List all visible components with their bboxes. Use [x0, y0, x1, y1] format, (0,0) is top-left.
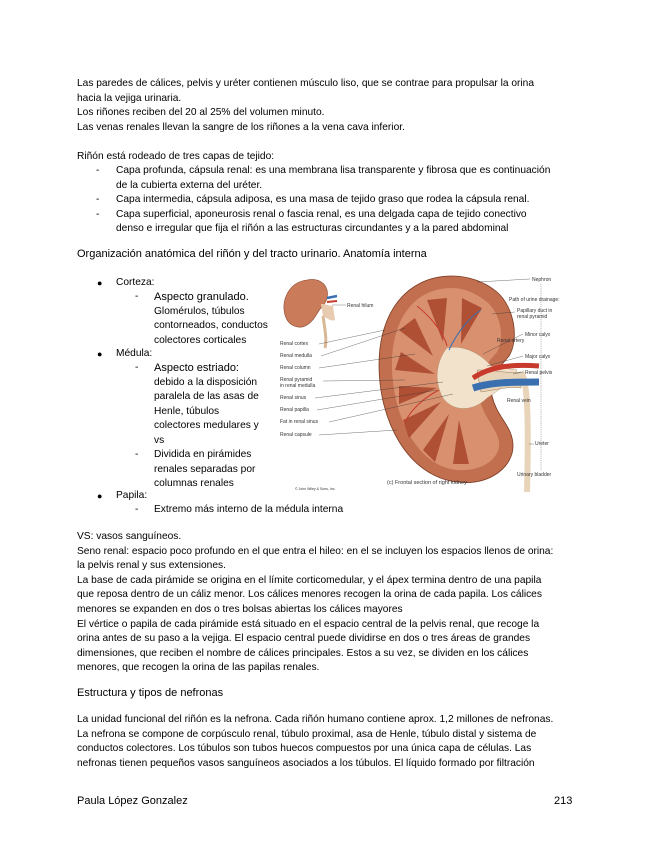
text-line: contorneados, conductos	[154, 320, 268, 332]
text-line: vs	[154, 434, 165, 446]
text-line: nefronas tienen pequeños vasos sanguíneos asociados a los túbulos. El líquido formado por filtración	[77, 757, 535, 769]
text-line: El vértice o papila de cada pirámide está situado en el espacio central de la pelvis renal, que recoge la	[77, 618, 540, 630]
leader-line	[319, 330, 385, 344]
text-line: Aspecto estriado:	[154, 362, 239, 374]
text-line: La unidad funcional del riñón es la nefrona. Cada riñón humano contiene aprox. 1,2 millones de nefronas.	[77, 714, 554, 725]
corteza-label: Corteza:	[116, 277, 155, 288]
figure-label: Path of urine drainage:	[509, 297, 560, 303]
leader-line	[477, 279, 530, 282]
capas-list	[96, 164, 582, 237]
figure-label: renal pyramid	[517, 314, 548, 320]
figure-caption: (c) Frontal section of right kidney	[387, 480, 467, 486]
small-kidney	[284, 279, 328, 327]
text-line: Las paredes de cálices, pelvis y uréter contienen músculo liso, que se contrae para propulsar la orina	[77, 78, 534, 89]
capas-intro	[77, 150, 582, 165]
figure-label: Renal pelvis	[525, 370, 553, 376]
figure-label: Renal capsule	[280, 432, 312, 438]
intro-paragraph	[77, 77, 582, 135]
left-labels	[280, 341, 319, 438]
dash-bullet: -	[96, 194, 100, 206]
figure-label: Papillary duct in	[517, 308, 553, 314]
dash-bullet: -	[135, 449, 139, 460]
seno-renal-paragraph	[77, 530, 582, 676]
footer-author: Paula López Gonzalez	[77, 795, 188, 807]
figure-label: Minor calyx	[525, 332, 551, 338]
figure-label: Renal sinus	[280, 395, 307, 401]
text-line: la pelvis renal y sus extensiones.	[77, 560, 226, 572]
text-line: VS: vasos sanguíneos.	[77, 531, 182, 542]
section-heading: Organización anatómica del riñón y del tracto urinario. Anatomía interna	[77, 248, 427, 260]
figure-label: Ureter	[535, 441, 549, 447]
text-line: renales separadas por	[154, 463, 256, 475]
list-item	[96, 164, 582, 193]
dash-bullet: -	[135, 504, 139, 515]
figure-label: Major calyx	[525, 354, 551, 360]
text-line: orina antes de su paso a la vejiga. El espacio central puede dividirse en dos o tres áreas de grandes	[77, 633, 531, 645]
text-line: denso e irregular que fija el riñón a las estructuras circundantes y a la pared abdominal	[116, 223, 509, 235]
text-line: Riñón está rodeado de tres capas de tejido:	[77, 151, 275, 162]
text-line: dimensiones, que reciben el nombre de cálices principales. Estos a su vez, se dividen en los cálices	[77, 647, 529, 659]
text-line: La base de cada pirámide se origina en el límite corticomedular, y el ápex termina dentro de una papila	[77, 574, 542, 586]
small-artery	[327, 301, 337, 302]
text-line: Dividida en pirámides	[154, 449, 252, 460]
figure-label: Renal pyramid	[280, 377, 313, 383]
dash-bullet: -	[96, 165, 100, 176]
medula-desc-1	[154, 361, 269, 449]
section-heading: Estructura y tipos de nefronas	[77, 687, 224, 699]
papila-desc: Extremo más interno de la médula interna	[154, 504, 344, 515]
figure-label: Nephron	[532, 277, 552, 283]
text-line: hacia la vejiga urinaria.	[77, 92, 182, 104]
list-item	[96, 208, 582, 237]
text-line: Aspecto granulado.	[154, 291, 249, 303]
figure-label: Renal artery	[497, 338, 525, 344]
text-line: Capa profunda, cápsula renal: es una membrana lisa transparente y fibrosa que es continuación	[116, 165, 551, 176]
figure-label: Fat in renal sinus	[280, 419, 319, 425]
figure-label: Urinary bladder	[517, 472, 552, 478]
text-line: Capa superficial, aponeurosis renal o fascia renal, es una delgada capa de tejido conectivo	[116, 208, 527, 220]
bullet-icon: ●	[97, 491, 103, 501]
text-line: Henle, túbulos	[154, 405, 220, 417]
dash-bullet: -	[135, 362, 139, 373]
bullet-icon: ●	[97, 349, 103, 359]
text-line: Seno renal: espacio poco profundo en el que entra el hileo: en el se incluyen los espacios llenos de orina:	[77, 545, 554, 557]
figure-label: Renal medulla	[280, 353, 312, 359]
corteza-desc	[154, 290, 269, 348]
figure-label: Renal vein	[507, 398, 531, 404]
text-line: Glomérulos, túbulos	[154, 305, 245, 317]
text-line: columnas renales	[154, 478, 234, 490]
nefrona-paragraph	[77, 713, 582, 771]
text-line: Las venas renales llevan la sangre de los riñones a la vena cava inferior.	[77, 121, 405, 133]
dash-bullet: -	[96, 208, 100, 220]
text-line: debido a la disposición	[154, 376, 258, 388]
dash-bullet: -	[135, 291, 139, 302]
text-line: menores se expanden en dos o tres bolsas abiertas los cálices mayores	[77, 603, 403, 615]
text-line: conductos colectores. Los túbulos son tubos huecos compuestos por una única capa de células. Las	[77, 743, 532, 755]
medula-label: Médula:	[116, 348, 153, 359]
text-line: colectores medulares y	[154, 420, 259, 432]
figure-label: Renal column	[280, 365, 311, 371]
figure-label: in renal medulla	[280, 383, 316, 389]
figure-credit: © John Wiley & Sons, Inc.	[295, 487, 336, 491]
leader-line	[319, 430, 397, 435]
kidney-figure	[277, 270, 580, 492]
text-line: paralela de las asas de	[154, 391, 259, 403]
list-item	[96, 193, 582, 208]
figure-label: Renal cortex	[280, 341, 309, 347]
text-line: La nefrona se compone de corpúsculo renal, túbulo proximal, asa de Henle, túbulo distal y sistema de	[77, 728, 537, 740]
text-line: que reposa dentro de un cáliz menor. Los cálices menores recogen la orina de cada papila. Los cálices	[77, 589, 542, 601]
medula-desc-2	[154, 448, 269, 492]
bullet-icon: ●	[97, 278, 103, 288]
text-line: Los riñones reciben del 20 al 25% del volumen minuto.	[77, 107, 325, 119]
papila-label: Papila:	[116, 490, 148, 501]
text-line: de la cubierta externa del uréter.	[116, 179, 263, 191]
text-line: Capa intermedia, cápsula adiposa, es una masa de tejido graso que rodea la cápsula renal.	[116, 194, 530, 206]
text-line: colectores corticales	[154, 334, 247, 346]
figure-label: Renal papilla	[280, 407, 309, 413]
small-vein	[327, 296, 337, 298]
renal-hilum-label: Renal hilum	[347, 303, 374, 309]
text-line: menores, que recogen la orina de las papilas renales.	[77, 662, 320, 674]
page-number: 213	[554, 795, 573, 807]
